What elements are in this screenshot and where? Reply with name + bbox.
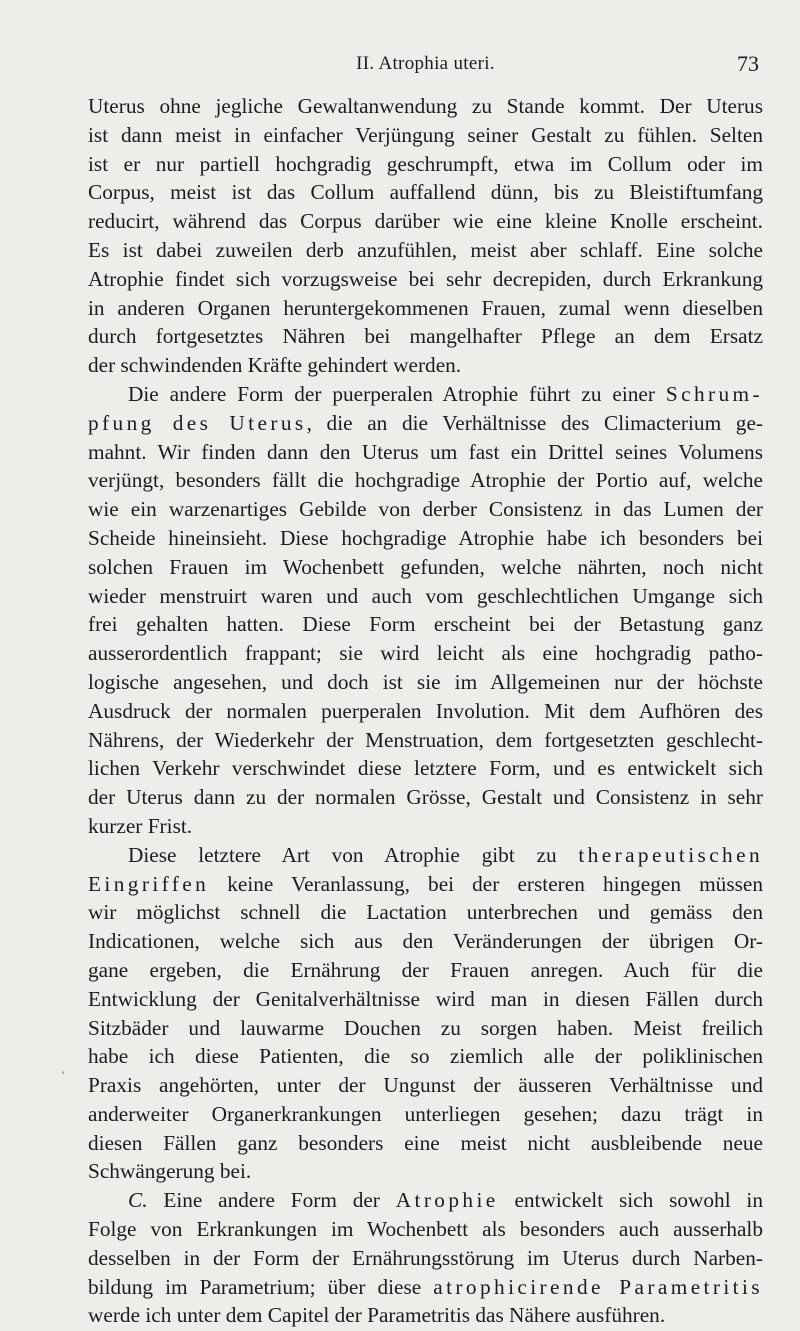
line-text: solchen Frauen im Wochenbett gefunden, welche nährten, noch nicht — [88, 554, 763, 579]
line-text: Scheide hineinsieht. Diese hochgradige Atrophie habe ich besonders bei — [88, 525, 763, 550]
line-text: reducirt, während das Corpus darüber wie eine kleine Knolle erscheint. — [88, 209, 763, 234]
text-line — [88, 1129, 763, 1158]
margin-mark: ' — [62, 1068, 65, 1082]
spaced-emphasis: pfung des Uterus — [88, 410, 307, 435]
text-line — [88, 380, 763, 409]
text-line — [88, 1301, 763, 1330]
spaced-emphasis: Eingriffen — [88, 871, 210, 896]
line-text: wieder menstruirt waren und auch vom geschlechtlichen Umgange sich — [88, 583, 763, 608]
line-text: Nährens, der Wiederkehr der Menstruation, dem fortgesetzten geschlecht- — [88, 727, 763, 752]
text-line — [88, 409, 763, 438]
text-line — [88, 783, 763, 812]
text-line — [88, 150, 763, 179]
line-text: der Uterus dann zu der normalen Grösse, Gestalt und Consistenz in sehr — [88, 785, 763, 810]
text-line — [88, 1215, 763, 1244]
line-text: gane ergeben, die Ernährung der Frauen anregen. Auch für die — [88, 957, 763, 982]
line-text: diesen Fällen ganz besonders eine meist nicht ausbleibende neue — [88, 1130, 763, 1155]
text-line — [88, 610, 763, 639]
line-text: Praxis angehörten, unter der Ungunst der äusseren Verhältnisse und — [88, 1073, 763, 1098]
line-text: in anderen Organen heruntergekommenen Frauen, zumal wenn dieselben — [88, 295, 763, 320]
text-line — [88, 178, 763, 207]
line-text: Entwicklung der Genitalverhältnisse wird man in diesen Fällen durch — [88, 986, 763, 1011]
text-line — [88, 207, 763, 236]
page-header — [88, 50, 763, 80]
line-text: anderweiter Organerkrankungen unterliegen gesehen; dazu trägt in — [88, 1101, 763, 1126]
spaced-emphasis: Atrophie — [395, 1188, 499, 1213]
line-text: Schwängerung bei. — [88, 1159, 252, 1184]
text-line — [88, 639, 763, 668]
line-text-pre: Eine andere Form der — [147, 1188, 396, 1213]
text-line — [88, 265, 763, 294]
line-text: durch fortgesetztes Nähren bei mangelhafter Pflege an dem Ersatz — [88, 324, 763, 349]
line-text: der schwindenden Kräfte gehindert werden. — [88, 353, 462, 378]
text-line — [88, 294, 763, 323]
text-line — [88, 438, 763, 467]
line-text-pre: Diese letztere Art von Atrophie gibt zu — [128, 842, 579, 867]
line-text-pre: Die andere Form der puerperalen Atrophie führt zu einer — [128, 381, 666, 406]
text-line — [88, 322, 763, 351]
text-line — [88, 726, 763, 755]
text-line — [88, 1157, 763, 1186]
spaced-emphasis: therapeutischen — [578, 842, 763, 867]
text-line — [88, 495, 763, 524]
text-line — [88, 697, 763, 726]
line-text: Folge von Erkrankungen im Wochenbett als besonders auch ausserhalb — [88, 1217, 763, 1242]
line-text: verjüngt, besonders fällt die hochgradige Atrophie der Portio auf, welche — [88, 468, 763, 493]
text-line — [88, 956, 763, 985]
line-text: lichen Verkehr verschwindet diese letztere Form, und es entwickelt sich — [88, 756, 763, 781]
text-line — [88, 466, 763, 495]
line-text: Uterus ohne jegliche Gewaltanwendung zu Stande kommt. Der Uterus — [88, 94, 763, 118]
line-text: Atrophie findet sich vorzugsweise bei sehr decrepiden, durch Erkrankung — [88, 266, 763, 291]
body-text — [88, 92, 763, 1330]
spaced-emphasis: Schrum- — [665, 381, 763, 406]
line-text-pre: bildung im Parametrium; über diese — [88, 1274, 434, 1299]
text-line — [88, 985, 763, 1014]
text-line — [88, 1186, 763, 1215]
line-text: wir möglichst schnell die Lactation unterbrechen und gemäss den — [88, 900, 763, 925]
text-line — [88, 1071, 763, 1100]
line-text: wie ein warzenartiges Gebilde von derber Consistenz in das Lumen der — [88, 497, 763, 522]
text-line — [88, 668, 763, 697]
line-text: ist dann meist in einfacher Verjüngung seiner Gestalt zu fühlen. Selten — [88, 122, 763, 147]
text-line — [88, 553, 763, 582]
section-letter: C. — [128, 1188, 148, 1213]
line-text: mahnt. Wir finden dann den Uterus um fast ein Drittel seines Volumens — [88, 439, 763, 464]
line-text: frei gehalten hatten. Diese Form erscheint bei der Betastung ganz — [88, 612, 763, 637]
text-line — [88, 1273, 763, 1302]
text-line — [88, 1244, 763, 1273]
line-text: desselben in der Form der Ernährungsstörung im Uterus durch Narben- — [88, 1245, 763, 1270]
line-text: kurzer Frist. — [88, 813, 193, 838]
line-text: Es ist dabei zuweilen derb anzufühlen, meist aber schlaff. Eine solche — [88, 237, 763, 262]
line-text: werde ich unter dem Capitel der Parametritis das Nähere ausführen. — [88, 1303, 666, 1328]
running-title: II. Atrophia uteri. — [356, 53, 495, 74]
text-line — [88, 351, 763, 380]
spaced-emphasis: atrophicirende Parametritis — [433, 1274, 763, 1299]
text-line — [88, 812, 763, 841]
text-line — [88, 754, 763, 783]
text-line — [88, 898, 763, 927]
line-text: Sitzbäder und lauwarme Douchen zu sorgen haben. Meist freilich — [88, 1015, 763, 1040]
text-line — [88, 582, 763, 611]
text-line — [88, 927, 763, 956]
line-text: habe ich diese Patienten, die so ziemlich alle der poliklinischen — [88, 1044, 763, 1069]
text-line — [88, 1100, 763, 1129]
line-text-post: keine Veranlassung, bei der ersteren hingegen müssen — [209, 871, 763, 896]
text-line — [88, 1042, 763, 1071]
line-text-post: entwickelt sich sowohl in — [498, 1188, 763, 1213]
line-text-post: , die an die Verhältnisse des Climacterium ge- — [306, 410, 763, 435]
line-text: logische angesehen, und doch ist sie im Allgemeinen nur der höchste — [88, 669, 763, 694]
line-text: ausserordentlich frappant; sie wird leicht als eine hochgradig patho- — [88, 641, 763, 666]
line-text: ist er nur partiell hochgradig geschrumpft, etwa im Collum oder im — [88, 151, 763, 176]
line-text: Indicationen, welche sich aus den Veränderungen der übrigen Or- — [88, 929, 763, 954]
text-line — [88, 92, 763, 121]
line-text: Corpus, meist ist das Collum auffallend dünn, bis zu Bleistiftumfang — [88, 180, 763, 205]
page-number: 73 — [737, 51, 759, 76]
text-line — [88, 121, 763, 150]
text-line — [88, 236, 763, 265]
text-line — [88, 841, 763, 870]
text-line — [88, 1014, 763, 1043]
text-line — [88, 524, 763, 553]
line-text: Ausdruck der normalen puerperalen Involution. Mit dem Aufhören des — [88, 698, 763, 723]
text-line — [88, 870, 763, 899]
